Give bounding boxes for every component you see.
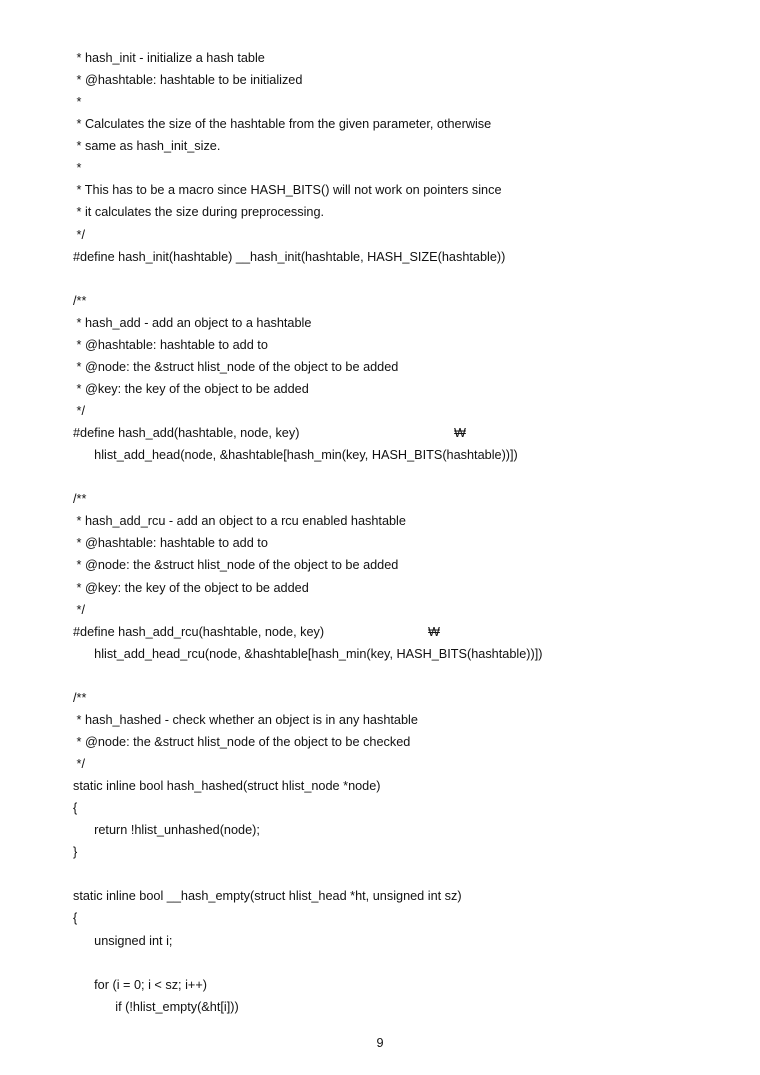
code-line [73, 510, 713, 532]
code-line-text: * @hashtable: hashtable to add to [73, 536, 268, 551]
code-line-text: return !hlist_unhashed(node); [73, 823, 260, 838]
code-line [73, 952, 713, 974]
line-continuation-mark: ₩ [454, 426, 466, 441]
code-line-text: */ [73, 227, 85, 242]
code-line-text: * This has to be a macro since HASH_BITS() will not work on pointers since [73, 183, 502, 198]
code-line-text: * it calculates the size during preprocessing. [73, 205, 325, 220]
code-line-text: * @node: the &struct hlist_node of the object to be added [73, 359, 399, 374]
code-line-text: * hash_add - add an object to a hashtable [73, 315, 312, 330]
code-line [73, 863, 713, 885]
code-line-text: */ [73, 602, 85, 617]
code-line [73, 91, 713, 113]
code-line-text: */ [73, 404, 85, 418]
code-line [73, 885, 713, 907]
code-line-text: * @node: the &struct hlist_node of the object to be checked [73, 734, 411, 749]
code-line-text: * [73, 95, 82, 110]
code-line-text: * hash_init - initialize a hash table [73, 51, 265, 65]
code-line [73, 841, 713, 863]
code-line [73, 444, 713, 466]
code-line [73, 135, 713, 157]
code-line-text: { [73, 911, 78, 926]
code-line [73, 69, 713, 91]
code-line-text: /** [73, 293, 87, 308]
code-line-text: * @node: the &struct hlist_node of the object to be added [73, 558, 399, 573]
code-line-text: * hash_add_rcu - add an object to a rcu enabled hashtable [73, 514, 406, 529]
code-line [73, 687, 713, 709]
code-line [73, 554, 713, 576]
code-line [73, 753, 713, 775]
code-line [73, 621, 713, 643]
code-line-text: static inline bool hash_hashed(struct hlist_node *node) [73, 779, 381, 794]
code-line [73, 797, 713, 819]
code-line [73, 378, 713, 400]
code-line [73, 488, 713, 510]
code-line-text: * @hashtable: hashtable to add to [73, 337, 268, 352]
code-line-text: if (!hlist_empty(&ht[i])) [73, 999, 239, 1014]
code-line-text: * @key: the key of the object to be added [73, 580, 309, 595]
code-line [73, 290, 713, 312]
code-line [73, 907, 713, 929]
code-line [73, 532, 713, 554]
code-line-text: } [73, 845, 78, 860]
code-line [73, 268, 713, 290]
code-line [73, 643, 713, 665]
code-line [73, 334, 713, 356]
code-line-text: * @key: the key of the object to be added [73, 381, 309, 396]
code-line-text: * Calculates the size of the hashtable from the given parameter, otherwise [73, 117, 492, 132]
code-line [73, 665, 713, 687]
code-line [73, 113, 713, 135]
code-line-text: #define hash_init(hashtable) __hash_init(hashtable, HASH_SIZE(hashtable)) [73, 249, 506, 264]
code-line [73, 709, 713, 731]
code-line-text: /** [73, 492, 87, 507]
code-line-text: for (i = 0; i < sz; i++) [73, 977, 207, 992]
code-line [73, 996, 713, 1018]
code-line [73, 731, 713, 753]
code-line [73, 930, 713, 952]
code-line-text: #define hash_add(hashtable, node, key) [73, 426, 300, 441]
code-line [73, 179, 713, 201]
code-line [73, 577, 713, 599]
code-line [73, 201, 713, 223]
code-line-text: * hash_hashed - check whether an object is in any hashtable [73, 712, 418, 727]
code-line-text: { [73, 801, 78, 816]
code-line [73, 775, 713, 797]
code-line [73, 466, 713, 488]
code-line-text: * [73, 161, 82, 176]
code-line [73, 246, 713, 268]
code-line [73, 400, 713, 422]
code-line [73, 47, 713, 69]
code-line [73, 312, 713, 334]
code-line-text: * @hashtable: hashtable to be initialized [73, 73, 303, 88]
page-number: 9 [376, 1036, 384, 1050]
code-line-text: hlist_add_head(node, &hashtable[hash_min(key, HASH_BITS(hashtable))]) [73, 448, 518, 463]
code-line [73, 599, 713, 621]
code-listing [73, 47, 713, 1018]
code-line-text: /** [73, 690, 87, 705]
code-line-text: static inline bool __hash_empty(struct hlist_head *ht, unsigned int sz) [73, 889, 462, 904]
code-line [73, 819, 713, 841]
code-line [73, 157, 713, 179]
code-line-text: #define hash_add_rcu(hashtable, node, key) [73, 624, 325, 639]
code-line-text: unsigned int i; [73, 933, 173, 948]
code-line-text: hlist_add_head_rcu(node, &hashtable[hash_min(key, HASH_BITS(hashtable))]) [73, 646, 543, 661]
code-line [73, 356, 713, 378]
code-line-text: */ [73, 757, 85, 771]
code-line [73, 974, 713, 996]
code-line-text: * same as hash_init_size. [73, 139, 221, 154]
code-line [73, 422, 713, 444]
code-line [73, 224, 713, 246]
line-continuation-mark: ₩ [428, 624, 440, 639]
